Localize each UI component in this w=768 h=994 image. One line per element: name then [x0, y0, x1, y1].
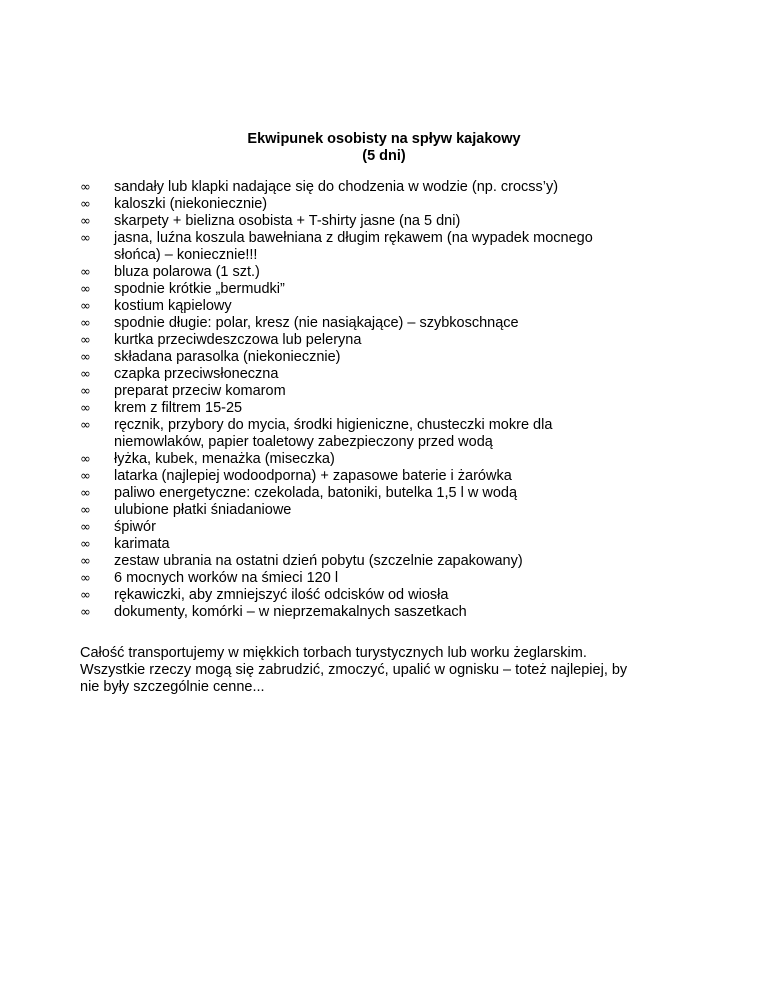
list-item-text: krem z filtrem 15-25 — [114, 400, 243, 416]
list-item-text: spodnie długie: polar, kresz (nie nasiąkające) – szybkoschnące — [114, 315, 519, 331]
list-item-text: dokumenty, komórki – w nieprzemakalnych saszetkach — [114, 604, 467, 620]
list-item — [80, 468, 680, 485]
title-line-2: (5 dni) — [362, 148, 406, 164]
list-item-text: czapka przeciwsłoneczna — [114, 366, 279, 382]
list-item-text: jasna, luźna koszula bawełniana z długim rękawem (na wypadek mocnego — [114, 230, 593, 246]
list-item — [80, 349, 680, 366]
infinity-bullet-icon: ∞ — [80, 367, 91, 382]
list-item-text: łyżka, kubek, menażka (miseczka) — [114, 451, 335, 467]
document-title — [0, 131, 768, 165]
list-item-text: składana parasolka (niekoniecznie) — [114, 349, 341, 365]
list-item-text: śpiwór — [114, 519, 156, 535]
infinity-bullet-icon: ∞ — [80, 316, 91, 331]
list-item — [80, 213, 680, 230]
list-item — [80, 383, 680, 400]
infinity-bullet-icon: ∞ — [80, 554, 91, 569]
infinity-bullet-icon: ∞ — [80, 350, 91, 365]
list-item-text: spodnie krótkie „bermudki” — [114, 281, 285, 297]
infinity-bullet-icon: ∞ — [80, 520, 91, 535]
infinity-bullet-icon: ∞ — [80, 537, 91, 552]
list-item — [80, 536, 680, 553]
list-item — [80, 417, 680, 451]
list-item — [80, 366, 680, 383]
list-item-text: kaloszki (niekoniecznie) — [114, 196, 268, 212]
infinity-bullet-icon: ∞ — [80, 333, 91, 348]
title-line-1: Ekwipunek osobisty na spływ kajakowy — [247, 131, 521, 147]
list-item — [80, 553, 680, 570]
infinity-bullet-icon: ∞ — [80, 418, 91, 433]
list-item — [80, 400, 680, 417]
infinity-bullet-icon: ∞ — [80, 588, 91, 603]
infinity-bullet-icon: ∞ — [80, 197, 91, 212]
list-item — [80, 264, 680, 281]
list-item-text: preparat przeciw komarom — [114, 383, 286, 399]
list-item — [80, 570, 680, 587]
infinity-bullet-icon: ∞ — [80, 265, 91, 280]
list-item — [80, 604, 680, 621]
infinity-bullet-icon: ∞ — [80, 214, 91, 229]
closing-paragraph — [80, 645, 700, 696]
list-item — [80, 502, 680, 519]
list-item — [80, 281, 680, 298]
list-item — [80, 298, 680, 315]
infinity-bullet-icon: ∞ — [80, 486, 91, 501]
list-item-text: kostium kąpielowy — [114, 298, 232, 314]
infinity-bullet-icon: ∞ — [80, 469, 91, 484]
list-item-text: ulubione płatki śniadaniowe — [114, 502, 292, 518]
closing-line: Wszystkie rzeczy mogą się zabrudzić, zmoczyć, upalić w ognisku – toteż najlepiej, by — [80, 662, 628, 678]
list-item — [80, 315, 680, 332]
list-item — [80, 587, 680, 604]
list-item — [80, 332, 680, 349]
list-item — [80, 230, 680, 264]
equipment-list — [80, 179, 680, 621]
infinity-bullet-icon: ∞ — [80, 231, 91, 246]
infinity-bullet-icon: ∞ — [80, 180, 91, 195]
list-item-text: zestaw ubrania na ostatni dzień pobytu (szczelnie zapakowany) — [114, 553, 523, 569]
list-item-text: latarka (najlepiej wodoodporna) + zapasowe baterie i żarówka — [114, 468, 512, 484]
list-item-text: sandały lub klapki nadające się do chodzenia w wodzie (np. crocss’y) — [114, 179, 559, 195]
infinity-bullet-icon: ∞ — [80, 384, 91, 399]
infinity-bullet-icon: ∞ — [80, 605, 91, 620]
list-item-text: bluza polarowa (1 szt.) — [114, 264, 260, 280]
list-item-text: rękawiczki, aby zmniejszyć ilość odcisków od wiosła — [114, 587, 449, 603]
closing-line: nie były szczególnie cenne... — [80, 679, 265, 695]
list-item — [80, 485, 680, 502]
infinity-bullet-icon: ∞ — [80, 503, 91, 518]
list-item — [80, 519, 680, 536]
list-item-text: kurtka przeciwdeszczowa lub peleryna — [114, 332, 362, 348]
infinity-bullet-icon: ∞ — [80, 452, 91, 467]
infinity-bullet-icon: ∞ — [80, 401, 91, 416]
infinity-bullet-icon: ∞ — [80, 571, 91, 586]
list-item-text: ręcznik, przybory do mycia, środki higieniczne, chusteczki mokre dla — [114, 417, 553, 433]
infinity-bullet-icon: ∞ — [80, 299, 91, 314]
list-item-text: karimata — [114, 536, 170, 552]
infinity-bullet-icon: ∞ — [80, 282, 91, 297]
list-item-text: niemowlaków, papier toaletowy zabezpieczony przed wodą — [114, 434, 493, 450]
closing-line: Całość transportujemy w miękkich torbach turystycznych lub worku żeglarskim. — [80, 645, 587, 661]
list-item-text: skarpety + bielizna osobista + T-shirty jasne (na 5 dni) — [114, 213, 461, 229]
list-item — [80, 196, 680, 213]
list-item — [80, 451, 680, 468]
list-item-text: 6 mocnych worków na śmieci 120 l — [114, 570, 339, 586]
list-item-text: paliwo energetyczne: czekolada, batoniki, butelka 1,5 l w wodą — [114, 485, 518, 501]
list-item-text: słońca) – koniecznie!!! — [114, 247, 258, 263]
list-item — [80, 179, 680, 196]
